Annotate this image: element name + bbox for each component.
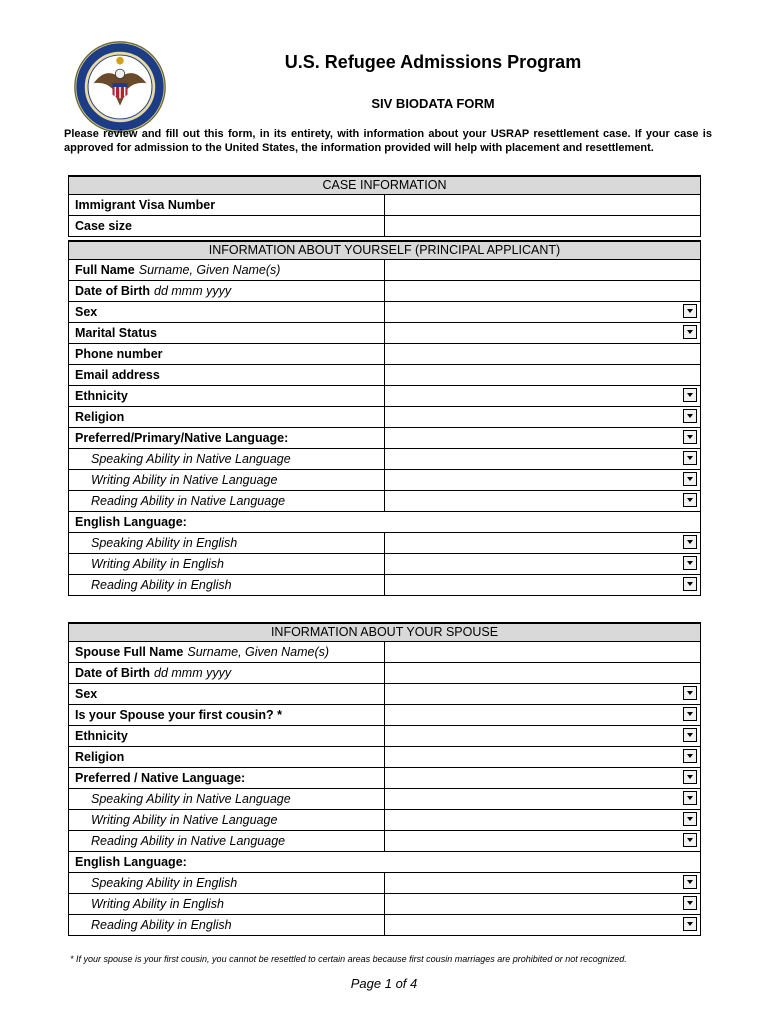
dropdown-arrow-icon[interactable] [683, 749, 697, 763]
dropdown-arrow-icon[interactable] [683, 686, 697, 700]
native-speaking-select[interactable] [385, 448, 701, 469]
immigrant-visa-number-field[interactable] [385, 194, 701, 215]
spouse-native-speaking-select[interactable] [385, 788, 701, 809]
form-row [69, 809, 701, 830]
form-row [69, 662, 701, 683]
phone-number-field[interactable] [385, 343, 701, 364]
row-label: Immigrant Visa Number [69, 194, 385, 215]
form-subtitle: SIV BIODATA FORM [371, 96, 495, 111]
form-row [69, 893, 701, 914]
religion-select[interactable] [385, 406, 701, 427]
row-label: Case size [69, 215, 385, 236]
row-label: Email address [69, 364, 385, 385]
case-size-field[interactable] [385, 215, 701, 236]
email-address-field[interactable] [385, 364, 701, 385]
form-row [69, 511, 701, 532]
dropdown-arrow-icon[interactable] [683, 535, 697, 549]
row-label: Ethnicity [69, 385, 385, 406]
spouse-full-name-field[interactable] [385, 641, 701, 662]
english-writing-select[interactable] [385, 553, 701, 574]
date-of-birth-field[interactable] [385, 280, 701, 301]
form-row [69, 406, 701, 427]
case-information-heading: CASE INFORMATION [69, 176, 701, 194]
page-title: U.S. Refugee Admissions Program [284, 52, 582, 72]
form-row [69, 788, 701, 809]
form-row [69, 322, 701, 343]
spouse-native-language-select[interactable] [385, 767, 701, 788]
form-row [69, 385, 701, 406]
row-label: Writing Ability in Native Language [69, 469, 385, 490]
dropdown-arrow-icon[interactable] [683, 875, 697, 889]
dropdown-arrow-icon[interactable] [683, 917, 697, 931]
form-row [69, 215, 701, 236]
row-label: Speaking Ability in Native Language [69, 788, 385, 809]
form-row [69, 851, 701, 872]
dropdown-arrow-icon[interactable] [683, 493, 697, 507]
row-label: Sex [69, 301, 385, 322]
dropdown-arrow-icon[interactable] [683, 409, 697, 423]
form-row [69, 641, 701, 662]
spouse-native-writing-select[interactable] [385, 809, 701, 830]
dropdown-arrow-icon[interactable] [683, 304, 697, 318]
dropdown-arrow-icon[interactable] [683, 896, 697, 910]
form-row [69, 830, 701, 851]
dropdown-arrow-icon[interactable] [683, 770, 697, 784]
dropdown-arrow-icon[interactable] [683, 325, 697, 339]
spouse-english-reading-select[interactable] [385, 914, 701, 935]
spouse-first-cousin-select[interactable] [385, 704, 701, 725]
marital-status-select[interactable] [385, 322, 701, 343]
row-label: Writing Ability in English [69, 893, 385, 914]
form-row [69, 914, 701, 935]
form-row [69, 704, 701, 725]
form-row [69, 427, 701, 448]
dropdown-arrow-icon[interactable] [683, 472, 697, 486]
department-of-state-seal [73, 40, 167, 134]
form-row [69, 532, 701, 553]
row-label: Marital Status [69, 322, 385, 343]
row-label: Reading Ability in Native Language [69, 830, 385, 851]
english-reading-select[interactable] [385, 574, 701, 595]
dropdown-arrow-icon[interactable] [683, 791, 697, 805]
row-label: Reading Ability in English [69, 914, 385, 935]
dropdown-arrow-icon[interactable] [683, 430, 697, 444]
form-row [69, 259, 701, 280]
row-label: Preferred / Native Language: [69, 767, 385, 788]
row-label: Religion [69, 406, 385, 427]
row-hint: dd mmm yyyy [154, 665, 232, 680]
native-reading-select[interactable] [385, 490, 701, 511]
spouse-sex-select[interactable] [385, 683, 701, 704]
form-row [69, 725, 701, 746]
form-row [69, 490, 701, 511]
row-label: Is your Spouse your first cousin? * [69, 704, 385, 725]
dropdown-arrow-icon[interactable] [683, 833, 697, 847]
spouse-native-reading-select[interactable] [385, 830, 701, 851]
spouse-english-speaking-select[interactable] [385, 872, 701, 893]
row-label: Phone number [69, 343, 385, 364]
row-hint: Surname, Given Name(s) [187, 644, 330, 659]
form-row [69, 767, 701, 788]
spouse-date-of-birth-field[interactable] [385, 662, 701, 683]
dropdown-arrow-icon[interactable] [683, 707, 697, 721]
row-label: Date of Birth [75, 283, 150, 298]
spouse-religion-select[interactable] [385, 746, 701, 767]
intro-paragraph: Please review and fill out this form, in its entirety, with information about your USRAP resettlement case. If your case is approved for admission to the United States, the information provided will help with placement and resettlement. [64, 128, 712, 154]
dropdown-arrow-icon[interactable] [683, 812, 697, 826]
row-label: Ethnicity [69, 725, 385, 746]
case-information-table [68, 175, 701, 237]
row-label: Religion [69, 746, 385, 767]
spouse-ethnicity-select[interactable] [385, 725, 701, 746]
spouse-english-writing-select[interactable] [385, 893, 701, 914]
footnote: * If your spouse is your first cousin, you cannot be resettled to certain areas because first cousin marriages are prohibited or not recognized. [70, 954, 627, 964]
row-label: Speaking Ability in English [69, 872, 385, 893]
form-row [69, 194, 701, 215]
row-label: Sex [69, 683, 385, 704]
form-row [69, 301, 701, 322]
native-writing-select[interactable] [385, 469, 701, 490]
row-label: Date of Birth [75, 665, 150, 680]
ethnicity-select[interactable] [385, 385, 701, 406]
yourself-heading: INFORMATION ABOUT YOURSELF (PRINCIPAL APPLICANT) [69, 241, 701, 259]
form-row [69, 683, 701, 704]
spouse-heading: INFORMATION ABOUT YOUR SPOUSE [69, 623, 701, 641]
full-name-field[interactable] [385, 259, 701, 280]
form-row [69, 343, 701, 364]
row-label: Speaking Ability in English [69, 532, 385, 553]
form-row [69, 553, 701, 574]
sex-select[interactable] [385, 301, 701, 322]
row-label: Speaking Ability in Native Language [69, 448, 385, 469]
form-row [69, 364, 701, 385]
dropdown-arrow-icon[interactable] [683, 556, 697, 570]
row-label: Writing Ability in English [69, 553, 385, 574]
spouse-english-language-heading: English Language: [69, 851, 701, 872]
spouse-table [68, 622, 701, 936]
form-row [69, 746, 701, 767]
form-row [69, 574, 701, 595]
dropdown-arrow-icon[interactable] [683, 388, 697, 402]
row-hint: Surname, Given Name(s) [138, 262, 281, 277]
english-speaking-select[interactable] [385, 532, 701, 553]
form-row [69, 448, 701, 469]
yourself-table [68, 240, 701, 596]
row-label: Reading Ability in Native Language [69, 490, 385, 511]
row-label: Full Name [75, 262, 135, 277]
row-label: Writing Ability in Native Language [69, 809, 385, 830]
form-row [69, 872, 701, 893]
page-number: Page 1 of 4 [350, 976, 418, 991]
english-language-heading: English Language: [69, 511, 701, 532]
native-language-select[interactable] [385, 427, 701, 448]
row-label: Spouse Full Name [75, 644, 184, 659]
dropdown-arrow-icon[interactable] [683, 577, 697, 591]
dropdown-arrow-icon[interactable] [683, 451, 697, 465]
dropdown-arrow-icon[interactable] [683, 728, 697, 742]
row-label: Preferred/Primary/Native Language: [69, 427, 385, 448]
row-hint: dd mmm yyyy [154, 283, 232, 298]
form-row [69, 469, 701, 490]
row-label: Reading Ability in English [69, 574, 385, 595]
form-row [69, 280, 701, 301]
